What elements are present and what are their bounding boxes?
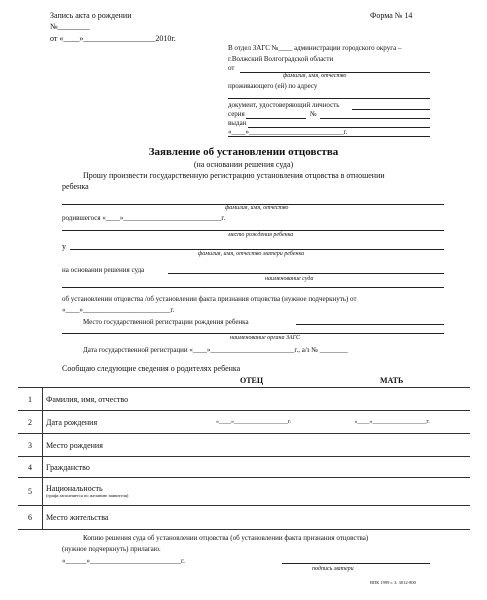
court-line[interactable] — [168, 273, 444, 274]
row-label: Фамилия, имя, отчество — [43, 388, 177, 411]
record-number: №________ — [50, 22, 90, 31]
establish-label: об установлении отцовства /об установлении факта признания отцовства (нужное подчеркнуть) от — [62, 295, 357, 303]
table-row — [18, 411, 470, 434]
row-number: 6 — [18, 506, 43, 530]
signature-hint: подпись матери — [312, 566, 354, 572]
court-hint: наименование суда — [265, 276, 314, 282]
doc-number-line[interactable] — [320, 118, 430, 119]
mother-hint: фамилия, имя, отчество матери ребенка — [198, 251, 305, 257]
mother-birthplace-cell[interactable] — [348, 434, 470, 457]
footer-date: «______»__________________________г. — [62, 557, 185, 565]
attachment-line2: (нужное подчеркнуть) прилагаю. — [62, 545, 161, 553]
row-number: 2 — [18, 411, 43, 434]
father-birthdate-cell[interactable]: «____»__________________г. — [176, 411, 348, 434]
residence-line[interactable] — [228, 98, 430, 99]
birthplace-hint: место рождения ребенка — [228, 232, 294, 238]
row-number: 5 — [18, 478, 43, 506]
father-citizenship-cell[interactable] — [176, 457, 348, 478]
court-basis-label: на основании решения суда — [62, 266, 145, 274]
row-label-cell — [43, 478, 177, 506]
number-label: № — [310, 110, 317, 118]
mother-name-line[interactable] — [70, 249, 444, 250]
issued-line-2[interactable] — [228, 136, 430, 137]
request-line1: Прошу произвести государственную регистрацию установления отцовства в отношении — [83, 171, 385, 180]
mother-nationality-cell[interactable] — [348, 478, 470, 506]
series-label: серия — [228, 110, 245, 118]
from-label: от — [228, 64, 235, 72]
request-line2: ребенка — [62, 182, 89, 191]
addressee-line2: г.Волжский Волгоградской области — [228, 55, 334, 63]
addressee-line1: В отдел ЗАГС №____ администрации городского округа – — [228, 44, 402, 52]
table-row — [18, 388, 470, 411]
zags-hint: наименование органа ЗАГС — [230, 335, 301, 341]
registration-place-line[interactable] — [296, 324, 444, 325]
row-number: 3 — [18, 434, 43, 457]
mother-fio-cell[interactable] — [348, 388, 470, 411]
mother-birthdate-cell[interactable]: «____»__________________г. — [348, 411, 470, 434]
table-row — [18, 478, 470, 506]
table-row — [18, 457, 470, 478]
court-line-2[interactable] — [62, 287, 444, 288]
row-label: Место рождения — [43, 434, 177, 457]
mother-column-header: МАТЬ — [380, 376, 404, 385]
establish-date: «____»_________________________г. — [62, 306, 175, 314]
table-row — [18, 434, 470, 457]
registration-place-label: Место государственной регистрации рождения ребенка — [83, 318, 249, 326]
issued-date: «____»___________________________г. — [228, 128, 348, 136]
row-label: Дата рождения — [43, 411, 177, 434]
fio-hint: фамилия, имя, отчество — [283, 73, 347, 79]
parents-table — [18, 387, 470, 530]
id-doc-label: документ, удостоверяющий личность — [228, 101, 340, 109]
id-doc-line[interactable] — [352, 109, 430, 110]
father-residence-cell[interactable] — [176, 506, 348, 530]
row-number: 1 — [18, 388, 43, 411]
residence-label: проживающего (ей) по адресу — [228, 82, 318, 90]
father-birthplace-cell[interactable] — [176, 434, 348, 457]
registration-place-line-2[interactable] — [62, 333, 444, 334]
birthplace-line[interactable] — [62, 230, 444, 231]
mother-citizenship-cell[interactable] — [348, 457, 470, 478]
document-subtitle: (на основании решения суда) — [193, 160, 294, 169]
row-label: Место жительства — [43, 506, 177, 530]
series-line[interactable] — [246, 118, 306, 119]
form-label: Форма № 14 — [370, 11, 413, 20]
row-label: Гражданство — [43, 457, 177, 478]
father-column-header: ОТЕЦ — [240, 376, 264, 385]
father-nationality-cell[interactable] — [176, 478, 348, 506]
mother-residence-cell[interactable] — [348, 506, 470, 530]
document-title: Заявление об установлении отцовства — [148, 146, 339, 158]
record-date: от «____»__________________2010г. — [50, 34, 176, 43]
child-fio-hint: фамилия, имя, отчество — [225, 205, 289, 211]
registration-date-line: Дата государственной регистрации «____»________________________г., а/з № ________ — [83, 346, 348, 354]
at-label: у — [62, 242, 66, 251]
form-code: ВПК 1999 г. З. 3012-800 — [370, 580, 416, 585]
attachment-line1: Копию решения суда об установлении отцовства (об установлении факта признания отцовства) — [83, 534, 369, 542]
row-number: 4 — [18, 457, 43, 478]
issued-label: выдан — [228, 119, 247, 127]
row-label: Национальность — [46, 484, 103, 493]
born-line: родившегося «____»____________________________г. — [62, 214, 226, 222]
table-row — [18, 506, 470, 530]
row-note: (графа заполняется по желанию заявителя) — [46, 493, 129, 498]
father-fio-cell[interactable] — [176, 388, 348, 411]
record-label: Запись акта о рождении — [50, 11, 132, 20]
parents-info-label: Сообщаю следующие сведения о родителях ребенка — [62, 364, 241, 373]
signature-line[interactable] — [282, 563, 430, 564]
